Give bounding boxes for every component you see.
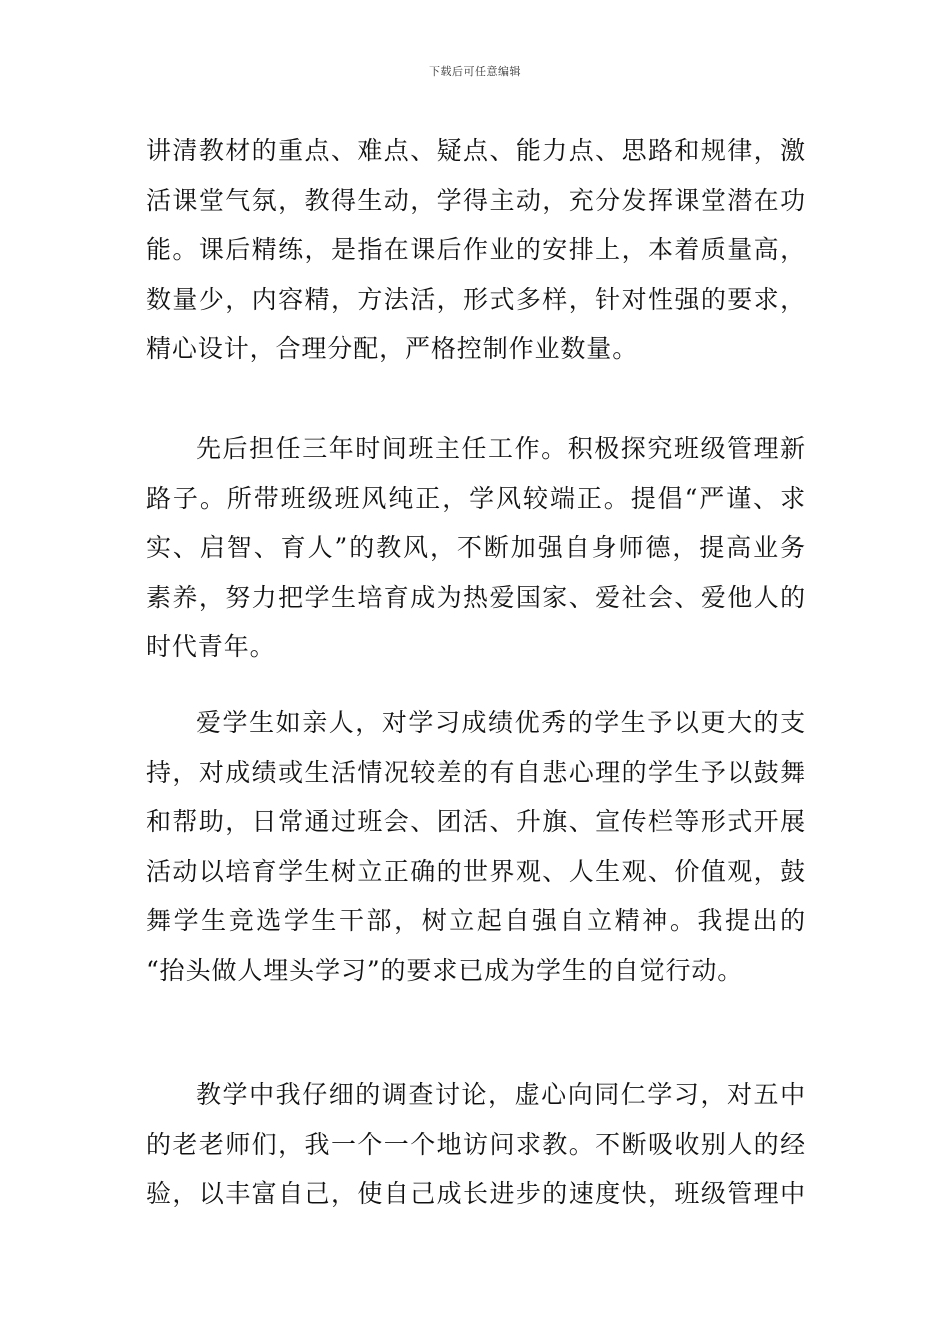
page-header: 下载后可任意编辑 xyxy=(429,65,521,78)
text-line: 爱学生如亲人，对学习成绩优秀的学生予以更大的支 xyxy=(196,708,806,737)
paragraph xyxy=(146,1070,806,1219)
text-line: 素养，努力把学生培育成为热爱国家、爱社会、爱他人的 xyxy=(146,582,806,612)
text-line: 舞学生竞选学生干部，树立起自强自立精神。我提出的 xyxy=(146,906,806,935)
paragraph xyxy=(146,424,806,672)
text-line: 和帮助，日常通过班会、团活、升旗、宣传栏等形式开展 xyxy=(146,807,806,836)
text-line: 讲清教材的重点、难点、疑点、能力点、思路和规律，激 xyxy=(146,136,806,165)
text-line: 时代青年。 xyxy=(146,632,276,661)
text-line: 路子。所带班级班风纯正，学风较端正。提倡“严谨、求 xyxy=(146,483,806,513)
text-line: 活动以培育学生树立正确的世界观、人生观、价值观，鼓 xyxy=(146,856,806,886)
text-line: 数量少，内容精，方法活，形式多样，针对性强的要求， xyxy=(146,284,806,314)
text-line: 先后担任三年时间班主任工作。积极探究班级管理新 xyxy=(196,434,806,463)
text-line: 实、启智、育人”的教风，不断加强自身师德，提高业务 xyxy=(146,533,806,562)
text-line: 持，对成绩或生活情况较差的有自悲心理的学生予以鼓舞 xyxy=(146,757,806,787)
text-line: 能。课后精练，是指在课后作业的安排上，本着质量高， xyxy=(146,235,806,264)
text-line: 验，以丰富自己，使自己成长进步的速度快，班级管理中 xyxy=(146,1179,806,1208)
text-line: 精心设计，合理分配，严格控制作业数量。 xyxy=(146,334,639,363)
text-line: 教学中我仔细的调查讨论，虚心向同仁学习，对五中 xyxy=(196,1080,806,1109)
text-line: 活课堂气氛，教得生动，学得主动，充分发挥课堂潜在功 xyxy=(146,185,806,215)
paragraph xyxy=(146,126,806,374)
paragraph xyxy=(146,698,806,995)
text-line: 的老老师们，我一个一个地访问求教。不断吸收别人的经 xyxy=(146,1129,806,1159)
text-line: “抬头做人埋头学习”的要求已成为学生的自觉行动。 xyxy=(146,955,744,985)
